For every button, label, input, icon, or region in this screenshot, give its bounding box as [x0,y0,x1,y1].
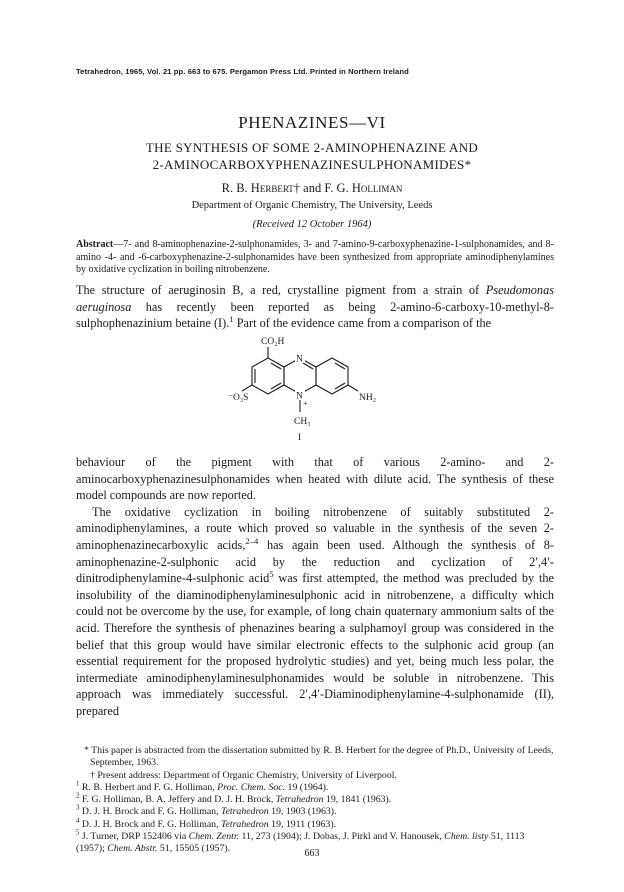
running-header: Tetrahedron, 1965, Vol. 21 pp. 663 to 675. Pergamon Press Ltd. Printed in Northern Ireland [76,67,409,76]
abstract-text: —7- and 8-aminophenazine-2-sulphonamides, 3- and 7-amino-9-carboxyphenazine-1-sulphonamides, and 8-amino -4- and -6-carboxyphenazine-2-sulphonamides have been synthesized from appropriate aminodiphenylamines by oxidative cyclization in boiling nitrobenzene. [76,239,554,275]
author-conjunction: and [303,181,322,195]
reference-marker: 5 [269,569,274,580]
abstract-label: Abstract [76,239,114,250]
amino-bond [348,385,358,391]
phenazinium-betaine-structure [228,332,390,444]
ring-nitrogen-label: N [296,354,303,365]
positive-charge: + [303,399,308,408]
article-subtitle-line-2: 2-AMINOCARBOXYPHENAZINESULPHONAMIDES* [152,157,472,172]
methyl-label: CH₃ [294,417,311,427]
sulpho-bond [242,385,252,391]
footnote-address: † Present address: Department of Organic Chemistry, University of Liverpool. [90,769,397,781]
reference-1: $^1$ R. B. Herbert and F. G. Holliman, Proc. Chem. Soc. 19 (1964). [76,780,329,793]
amino-label: NH₂ [359,393,377,403]
author-holliman: F. G. Holliman [324,181,403,195]
author-herbert: R. B. Herbert† [221,181,301,195]
footnotes [76,745,554,856]
carboxyl-label: CO₂H [261,337,285,347]
abstract [76,239,554,277]
body-text-continued [76,454,554,720]
page-number: 663 [304,848,320,859]
right-benzene-ring [316,358,348,394]
left-benzene-ring [252,358,284,394]
reference-3: $^3$ D. J. H. Brock and F. G. Holliman, Tetrahedron 19, 1903 (1963). [76,805,337,818]
received-date: (Received 12 October 1964) [252,219,372,230]
article-title: PHENAZINES—VI [238,113,386,132]
compound-number: I [298,433,302,443]
affiliation: Department of Organic Chemistry, The University, Leeds [191,200,433,211]
article-subtitle-line-1: THE SYNTHESIS OF SOME 2-AMINOPHENAZINE AND [145,140,479,155]
reference-4: $^4$ D. J. H. Brock and F. G. Holliman, Tetrahedron 19, 1911 (1963). [76,817,337,830]
reference-5: $^5$ J. Turner, DRP 152406 via Chem. Zentr. 11, 273 (1904); J. Dobas, J. Pirkl and V. Hanousek, Chem. listy 51, 1113 (1957); Chem. Abstr. 51, 15505 (1957). [76,829,525,855]
footnote-dissertation: * This paper is abstracted from the dissertation submitted by R. B. Herbert for the degree of Ph.D., University of Leeds, September, 1963. [84,745,554,769]
body-paragraph-2: behaviour of the pigment with that of various 2-amino- and 2-aminocarboxyphenazinesulphonamides when heated with dilute acid. The synthesis of these model compounds are now reported. [76,455,554,503]
reference-marker: 1 [229,314,234,325]
organism-name: Pseudomonas aeruginosa [76,283,554,314]
reference-2: $^2$ F. G. Holliman, B. A. Jeffery and D. J. H. Brock, Tetrahedron 19, 1841 (1963). [76,792,392,806]
author-line [0,181,624,196]
ring-nitrogen-label: N [296,391,303,402]
sulphonate-label: ⁻O₃S [228,393,249,403]
body-paragraph-1: The structure of aeruginosin B, a red, crystalline pigment from a strain of Pseudomonas aeruginosa has recently been reported as being 2-amino-6-carboxy-10-methyl-8-sulphophenazinium betaine (I).$^1$ Part of the evidence came from a comparison of the [76,283,554,331]
body-paragraph-3: The oxidative cyclization in boiling nitrobenzene of suitably substituted 2-aminodiphenylamines, a route which proved so valuable in the synthesis of the seven 2-aminophenazinecarboxylic acids,$^{2-4}$ has again been used. Although the synthesis of 8-aminophenazine-2-sulphonic acid by the reduction and cyclization of 2′,4′-dinitrodiphenylamine-4-sulphonic acid$^5$ was first attempted, the method was precluded by the insolubility of the diaminodiphenylaminesulphonic acid in nitrobenzene, a difficulty which could not be overcome by the use, for example, of long chain quaternary ammonium salts of the acid. Therefore the synthesis of phenazines bearing a sulphamoyl group was considered in the belief that this group would have similar electronic effects to the sulphonic acid group (an essential requirement for the proposed hydrolytic studies) and yet, being much less polar, the intermediate aminodiphenylaminesulphonamides would be soluble in nitrobenzene. This approach was immediately successful. 2′,4′-Diaminodiphenylamine-4-sulphonamide (II), prepared [76,504,554,718]
reference-marker: 2–4 [245,535,259,546]
